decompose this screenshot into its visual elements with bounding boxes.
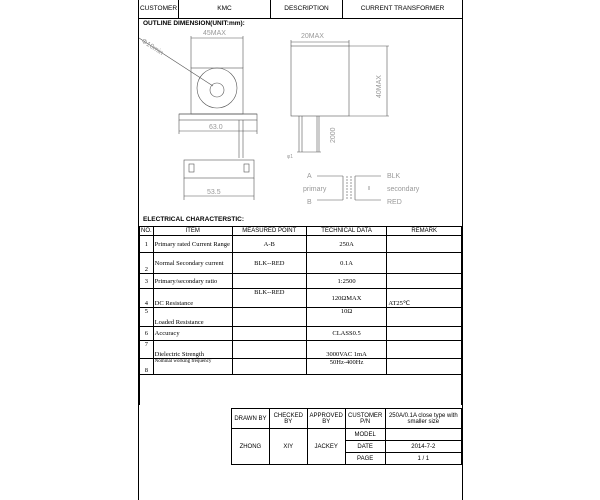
ct-core-outline [197,68,237,108]
date-value: 2014-7-2 [385,441,461,453]
row-item: Loaded Resistance [153,308,232,327]
table-row [140,359,462,375]
table-row [140,253,462,274]
approved-by-label: APPROVED BY [307,409,345,429]
row-point [232,341,306,359]
dim-height-side: 40MAX [376,75,383,98]
row-item: Nominal working frequency [153,359,232,375]
row-data: 1:2500 [306,274,387,289]
row-point [232,308,306,327]
col-point: MEASURED POINT [232,227,306,236]
row-no: 7 [140,341,154,359]
title-block-row [232,429,462,441]
table-row [140,308,462,327]
row-point [232,327,306,341]
page-value: 1 / 1 [385,453,461,465]
row-remark [387,236,462,253]
row-data: 250A [306,236,387,253]
customer-label: CUSTOMER [139,0,179,18]
date-label: DATE [345,441,385,453]
dim-bottom-width: 53.5 [207,189,221,196]
row-item: DC Resistance [153,289,232,308]
table-row-blank [140,375,462,405]
description-value: CURRENT TRANSFORMER [360,5,445,12]
row-data: 50Hz-400Hz [306,359,387,375]
page-label: PAGE [345,453,385,465]
col-item: ITEM [153,227,232,236]
row-no: 6 [140,327,154,341]
row-item: Dielectric Strength [153,341,232,359]
ct-body-side [291,46,349,116]
customer-pn-value: 250A/0.1A close type with smaller size [385,409,461,429]
row-no: 3 [140,274,154,289]
row-no: 1 [140,236,154,253]
row-remark [387,341,462,359]
model-value [385,429,461,441]
schematic-secondary: secondary [387,186,420,193]
electrical-header-row [140,227,462,236]
row-data: 0.1A [306,253,387,274]
row-point [232,359,306,375]
table-row [140,341,462,359]
row-no: 4 [140,289,154,308]
col-data: TECHNICAL DATA [306,227,387,236]
schematic-red: RED [387,199,402,206]
checked-by-name: XIY [269,429,307,465]
row-remark [387,274,462,289]
header-row [139,0,462,19]
customer-pn-label: CUSTOMER P/N [345,409,385,429]
dim-width-top: 45MAX [203,30,226,37]
dim-hole: Φ10min [139,37,165,58]
row-no: 2 [140,253,154,274]
row-point: A-B [232,236,306,253]
schematic-b: B [307,199,312,206]
schematic-primary: primary [303,186,327,193]
drawn-by-label: DRAWN BY [232,409,270,429]
row-no: 8 [140,359,154,375]
title-block-row [232,409,462,429]
col-no: NO. [141,228,152,234]
row-no: 5 [140,308,154,327]
ct-bottom-view [184,160,254,178]
customer-value: KMC [179,0,271,18]
outline-drawing [139,28,462,213]
row-item: Primary rated Current Range [153,236,232,253]
row-remark: AT25℃ [387,289,462,308]
row-point: BLK--RED [232,253,306,274]
schematic-blk: BLK [387,173,401,180]
dim-pin-length: 2000 [330,127,337,143]
drawing-sheet [138,0,463,500]
checked-by-label: CHECKED BY [269,409,307,429]
row-item: Primary/secondary ratio [153,274,232,289]
title-block [231,408,462,465]
row-data: CLASS0.5 [306,327,387,341]
schematic-a: A [307,173,312,180]
description-label: DESCRIPTION [271,0,343,18]
dim-small: φ1 [287,154,294,160]
row-remark [387,359,462,375]
dim-base: 63.0 [209,124,223,131]
row-item: Normal Secondary current [153,253,232,274]
approved-by-name: JACKEY [307,429,345,465]
electrical-title: ELECTRICAL CHARACTERSTIC: [143,216,244,223]
dim-depth-top: 20MAX [301,33,324,40]
outline-title: OUTLINE DIMENSION(UNIT:mm): [143,20,245,27]
table-row [140,236,462,253]
row-item: Accuracy [153,327,232,341]
row-remark [387,308,462,327]
model-label: MODEL [345,429,385,441]
drawn-by-name: ZHONG [232,429,270,465]
electrical-table [139,226,462,405]
row-point: BLK--RED [232,289,306,308]
col-remark: REMARK [387,227,462,236]
ct-body-front [191,68,243,114]
ct-base [179,114,257,120]
row-data: 10Ω [306,308,387,327]
table-row [140,327,462,341]
row-data: 120ΩMAX [306,289,387,308]
row-remark [387,253,462,274]
table-row [140,289,462,308]
row-data: 3000VAC 1mA [306,341,387,359]
row-remark [387,327,462,341]
table-row [140,274,462,289]
row-point [232,274,306,289]
